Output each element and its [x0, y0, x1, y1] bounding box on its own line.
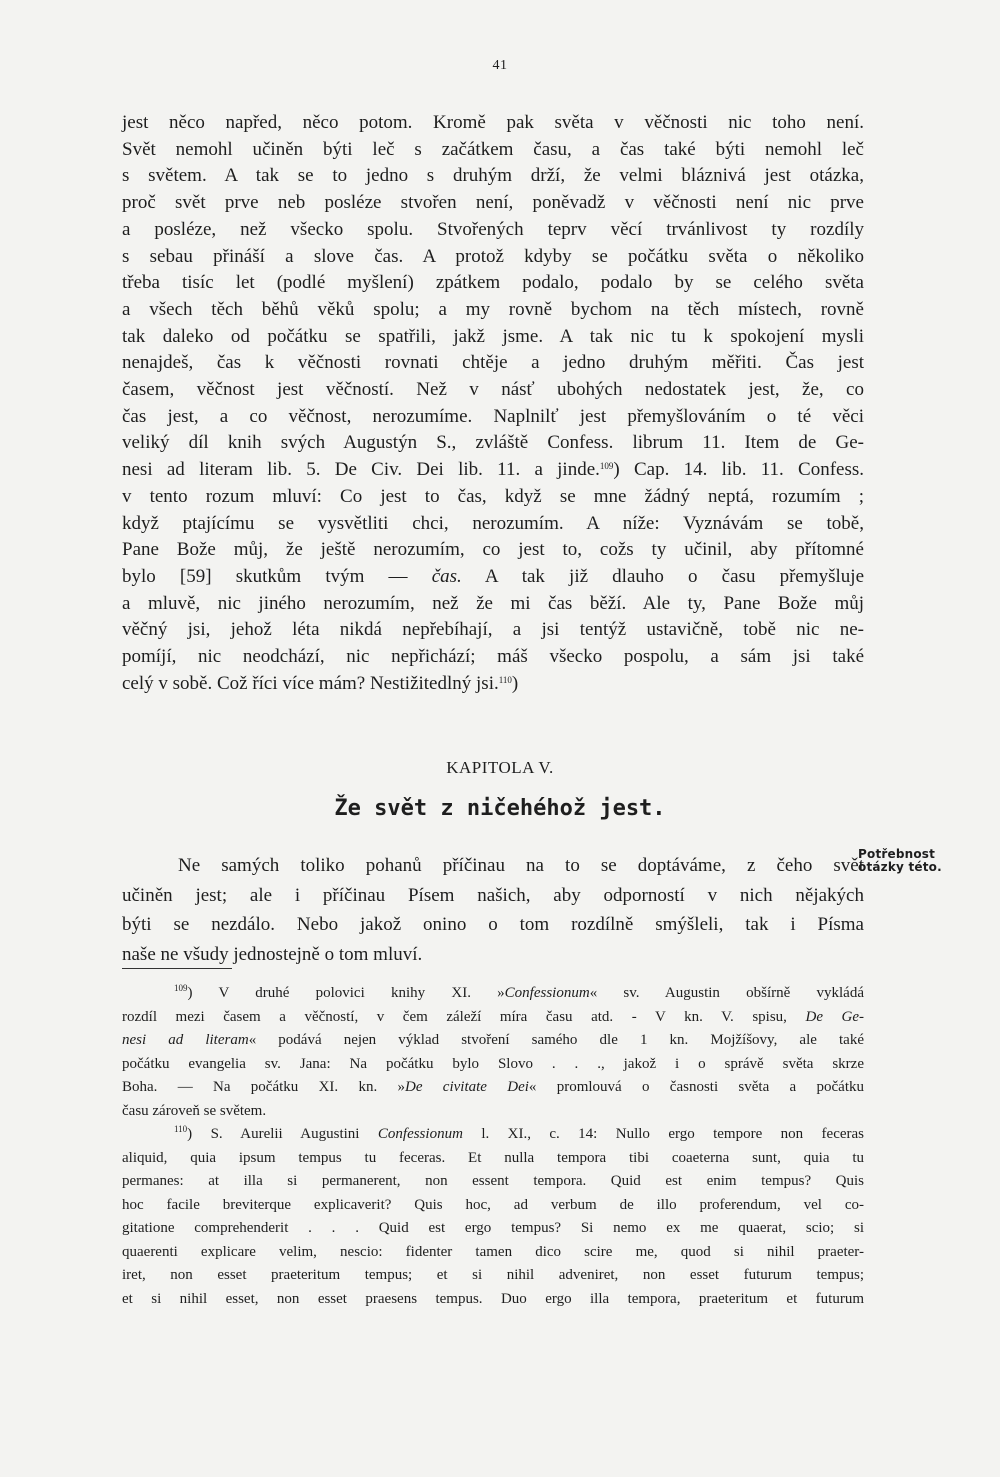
- text-line: s sebau přináší a slove čas. A protož kdyby se počátku světa o několiko: [122, 245, 864, 267]
- text-line: tak daleko od počátku se spatřili, jakž jsme. A tak nic tu k spokojení mysli: [122, 325, 864, 347]
- footnote-109-line: [122, 1006, 864, 1030]
- main-paragraph: [122, 110, 864, 697]
- footnote-110-line: hoc facile breviterque explicaverit? Quis hoc, ad verbum de illo proferendum, vel co-: [122, 1196, 864, 1213]
- footnote-text: Boha. — Na počátku XI. kn. »: [122, 1079, 406, 1095]
- footnote-text: « sv. Augustin obšírně vykládá: [589, 985, 864, 1001]
- footnote-text: rozdíl mezi časem a věčností, v čem záleží míra času atd. - V kn. V. spisu,: [122, 1008, 787, 1025]
- text-line: nenajdeš, čas k věčnosti rovnati chtěje a jedno druhým měřiti. Čas jest: [122, 352, 864, 374]
- text-line-with-ref: [122, 671, 864, 698]
- text-line: Ne samých toliko pohanů příčinau na to se doptáváme, z čeho svět: [178, 855, 864, 876]
- footnote-109-line: času zároveň se světem.: [122, 1102, 267, 1119]
- footnote-text: ) S. Aurelii Augustini: [187, 1126, 360, 1142]
- footnote-ref-109[interactable]: 109: [599, 461, 614, 472]
- footnote-ref-110[interactable]: 110: [498, 674, 512, 685]
- chapter-title: Že svět z ničehéhož jest.: [334, 796, 666, 821]
- footnote-text: l. XI., c. 14: Nullo ergo tempore non feceras: [481, 1126, 865, 1142]
- text-line: pomíjí, nic neodchází, nic nepřichází; máš všecko pospolu, a sám jsi také: [122, 646, 864, 668]
- page-number: 41: [492, 58, 508, 73]
- line-text: nesi ad literam lib. 5. De Civ. Dei lib. 11. a jinde.: [122, 459, 600, 481]
- text-line: jest něco napřed, něco potom. Kromě pak světa v věčnosti nic toho není.: [122, 112, 864, 133]
- text-line: býti se nezdálo. Nebo jakož onino o tom rozdílně smýšleli, tak i Písma: [122, 914, 864, 935]
- text-line: veliký díl knih svých Augustýn S., zvláště Confess. librum 11. Item de Ge-: [122, 432, 864, 454]
- text-line: věčný jsi, jehož léta nikdá nepřebíhají, a jsi tentýž ustavičně, tobě nic ne-: [122, 619, 864, 641]
- chapter-label: KAPITOLA V.: [446, 758, 554, 777]
- footnote-text: ) V druhé polovici knihy XI. »: [187, 985, 505, 1001]
- text-line: a posléze, než všecko spolu. Stvořených teprv věcí trvánlivost ty rozdíly: [122, 218, 864, 240]
- line-text-cont: ): [511, 672, 519, 694]
- footnote-number: 109: [174, 983, 188, 993]
- text-line: a mluvě, nic jiného nerozumím, než že mi čas běží. Ale ty, Pane Bože můj: [122, 592, 864, 614]
- footnote-110-line: et si nihil esset, non esset praesens tempus. Duo ergo illa tempora, praeteritum et futurum: [122, 1290, 864, 1307]
- text-line-with-ref: [122, 457, 864, 484]
- footnote-divider: [122, 968, 232, 969]
- footnote-110-line: [122, 1123, 864, 1147]
- text-line: třeba tisíc let (podlé myšlení) zpátkem podalo, podalo by se celého světa: [122, 272, 864, 294]
- margin-note: [858, 848, 998, 874]
- text-line: Pane Bože můj, že ještě nerozumím, co jest to, cožs ty učinil, aby přítomné: [122, 539, 864, 561]
- footnote-110-line: permanes: at illa si permanerent, non essent tempora. Quid est enim tempus? Quis: [122, 1173, 864, 1189]
- footnote-109-line: [122, 982, 864, 1006]
- footnote-italic: De Ge-: [805, 1008, 865, 1025]
- margin-note-line: Potřebnost: [858, 847, 936, 861]
- footnote-italic: De civitate Dei: [405, 1079, 529, 1095]
- text-line: Svět nemohl učiněn býti leč s začátkem času, a čas také býti nemohl leč: [122, 138, 864, 160]
- footnote-110-line: quaerenti explicare velim, nescio: fidenter tamen dico scire me, quod si nihil praeter-: [122, 1243, 864, 1260]
- text-line: naše ne všudy jednostejně o tom mluví.: [122, 943, 423, 965]
- text-line: s světem. A tak se to jedno s druhým drží, že velmi bláznivá jest otázka,: [122, 165, 864, 187]
- footnote-110-line: aliquid, quia ipsum tempus tu feceras. Et nulla tempora tibi coaeterna sunt, quia tu: [122, 1149, 864, 1166]
- text-line: čas jest, a co věčnost, nerozumíme. Naplnilť jest přemyšlováním o té věci: [122, 405, 864, 427]
- text-line: proč svět prve neb posléze stvořen není, poněvadž v věčnosti není nic prve: [122, 192, 864, 214]
- margin-note-line: otázky této.: [858, 860, 942, 874]
- text-line: a všech těch běhů věků spolu; a my rovně bychom na těch místech, rovně: [122, 298, 864, 320]
- footnote-text: « promlouvá o časnosti světa a počátku: [528, 1079, 864, 1095]
- footnote-text: « podává nejen výklad stvoření samého dle 1 kn. Mojžíšovy, ale také: [248, 1032, 864, 1048]
- line-text: bylo [59] skutkům tvým —: [122, 565, 408, 587]
- footnote-110-line: iret, non esset praeteritum tempus; et si nihil adveniret, non esset futurum tempus;: [122, 1267, 864, 1283]
- footnote-109-line: [122, 1076, 864, 1100]
- line-text-cont: A tak již dlauho o času přemyšluje: [484, 565, 865, 587]
- text-line-with-italic: [122, 564, 864, 591]
- footnote-109-line: [122, 1029, 864, 1053]
- text-line: když ptajícímu se vysvětliti chci, nerozumím. A níže: Vyznávám se tobě,: [122, 512, 864, 534]
- footnote-110-line: gitatione comprehenderit . . . Quid est ergo tempus? Si nemo ex me quaerat, scio; si: [122, 1220, 864, 1236]
- footnote-number: 110: [174, 1124, 188, 1134]
- chapter-paragraph: [122, 851, 864, 969]
- line-text: celý v sobě. Což říci více mám? Nestižitedlný jsi.: [122, 672, 499, 694]
- italic-word: čas.: [431, 565, 462, 587]
- line-text-cont: ) Cap. 14. lib. 11. Confess.: [613, 459, 864, 481]
- text-line: v tento rozum mluví: Co jest to čas, když se mne žádný neptá, rozumím ;: [122, 485, 864, 507]
- text-line: časem, věčnost jest věčností. Než v násť ubohých nedostatek jest, že, co: [122, 379, 864, 401]
- footnote-italic: Confessionum: [377, 1126, 463, 1142]
- text-line: učiněn jest; ale i příčinau Písem našich, aby odporností v nich nějakých: [122, 884, 864, 906]
- footnote-109-line: počátku evangelia sv. Jana: Na počátku bylo Slovo . . ., jakož i o správě světa skrze: [122, 1055, 864, 1072]
- footnote-italic: Confessionum: [504, 985, 590, 1001]
- footnotes: [122, 982, 864, 1311]
- footnote-italic: nesi ad literam: [122, 1032, 249, 1048]
